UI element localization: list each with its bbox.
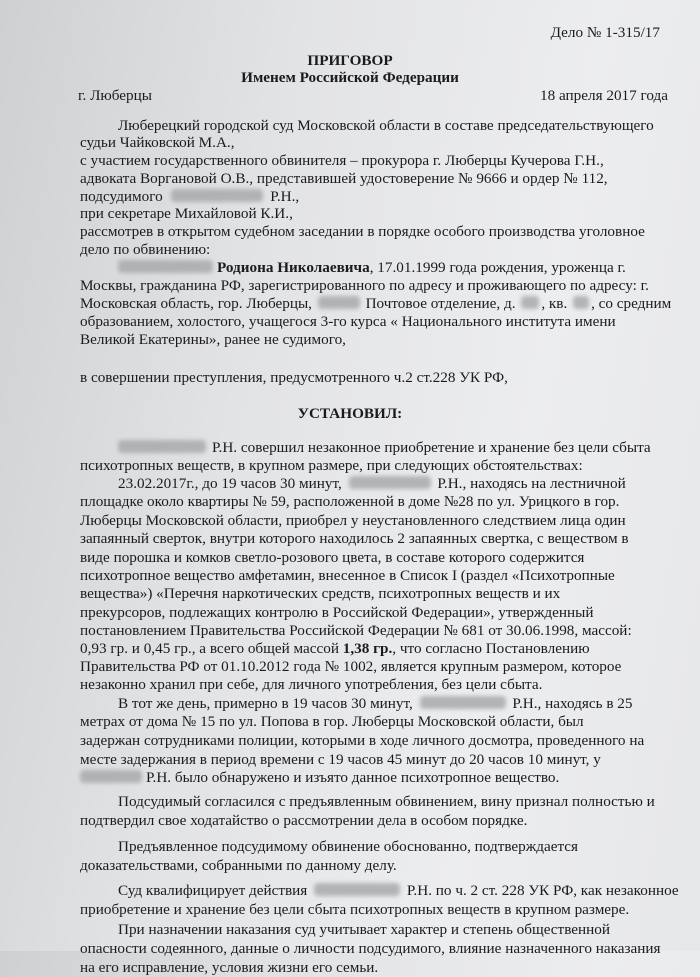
intro-line: адвоката Воргановой О.В., представившей удостоверение № 9666 и ордер № 112, [80, 170, 608, 187]
paragraph-line: месте задержания в период времени с 19 часов 45 минут до 20 часов 10 минут, у [80, 751, 601, 768]
redacted-name [314, 883, 400, 896]
redacted-name [420, 696, 506, 709]
paragraph-line: подтвердил свое ходатайство о рассмотрении дела в особом порядке. [80, 812, 528, 829]
paragraph-line: постановлением Правительства Российской Федерации № 681 от 30.06.1998, массой: [80, 622, 632, 639]
document-title: ПРИГОВОР [307, 52, 393, 69]
redacted-name [349, 476, 431, 489]
defendant-line: образованием, холостого, учащегося 3-го курса « Национального института имени [80, 313, 616, 330]
paragraph-line: прекурсоров, подлежащих контролю в Российской Федерации», утвержденный [80, 604, 594, 621]
document-subtitle: Именем Российской Федерации [241, 69, 459, 86]
redacted-text [318, 296, 360, 309]
charge-line: в совершении преступления, предусмотренного ч.2 ст.228 УК РФ, [80, 369, 508, 386]
paragraph-line: метрах от дома № 15 по ул. Попова в гор. Люберцы Московской области, был [80, 713, 584, 730]
case-number: Дело № 1-315/17 [550, 24, 660, 41]
redacted-text [573, 296, 589, 309]
defendant-line: Москвы, гражданина РФ, зарегистрированного по адресу и проживающего по адресу: г. [80, 277, 649, 294]
paragraph-line: доказательствами, собранными по данному делу. [80, 857, 397, 874]
intro-line: Люберецкий городской суд Московской области в составе председательствующего [118, 117, 654, 134]
paragraph-line: 23.02.2017г., до 19 часов 30 минут, Р.Н., находясь на лестничной [118, 475, 626, 492]
intro-line: дело по обвинению: [80, 241, 211, 258]
paragraph-line: Р.Н. было обнаружено и изъято данное психотропное вещество. [80, 768, 559, 787]
paragraph-line: Подсудимый согласился с предъявленным обвинением, вину признал полностью и [118, 793, 655, 810]
paragraph-line: вещества») «Перечня наркотических средств, психотропных веществ и их [80, 585, 561, 602]
intro-line: подсудимого Р.Н., [80, 188, 300, 205]
redacted-name [171, 189, 263, 202]
paragraph-line: Суд квалифицирует действия Р.Н. по ч. 2 ст. 228 УК РФ, как незаконное [118, 882, 679, 899]
date: 18 апреля 2017 года [540, 87, 668, 104]
redacted-name [118, 260, 213, 273]
paragraph-line: Люберцы Московской области, приобрел у неустановленного следствием лица один [80, 512, 626, 529]
paragraph-line: психотропных веществ, в крупном размере, при следующих обстоятельствах: [80, 457, 583, 474]
intro-line: с участием государственного обвинителя – прокурора г. Люберцы Кучерова Г.Н., [80, 152, 604, 169]
redacted-name [118, 440, 206, 453]
defendant-line: Великой Екатерины», ранее не судимого, [80, 331, 346, 348]
paragraph-line: Предъявленное подсудимому обвинение обоснованно, подтверждается [118, 838, 578, 855]
paragraph-line: 0,93 гр. и 0,45 гр., а всего общей массой 1,38 гр., что согласно Постановлению [80, 640, 590, 657]
intro-line: при секретаре Михайловой К.И., [80, 205, 293, 222]
redacted-text [521, 296, 539, 309]
defendant-line: Родиона Николаевича, 17.01.1999 года рождения, уроженца г. [118, 258, 626, 277]
paragraph-line: незаконно хранил при себе, для личного употребления, без цели сбыта. [80, 676, 543, 693]
paragraph-line: приобретение и хранение без цели сбыта психотропных веществ в крупном размере. [80, 901, 630, 918]
paragraph-line: на его исправление, условия жизни его семьи. [80, 959, 379, 976]
paragraph-line: виде порошка и комков светло-розового цвета, в составе которого содержится [80, 549, 585, 566]
intro-line: судьи Чайковской М.А., [80, 134, 235, 151]
intro-line: рассмотрев в открытом судебном заседании в порядке особого производства уголовное [80, 223, 645, 240]
paragraph-line: психотропное вещество амфетамин, внесенное в Список I (раздел «Психотропные [80, 567, 615, 584]
paragraph-line: площадке около квартиры № 59, расположенной в доме №28 по ул. Урицкого в гор. [80, 493, 620, 510]
paragraph-line: В тот же день, примерно в 19 часов 30 минут, Р.Н., находясь в 25 [118, 695, 633, 712]
section-title: УСТАНОВИЛ: [297, 405, 403, 422]
city: г. Люберцы [78, 87, 152, 104]
paragraph-line: При назначении наказания суд учитывает характер и степень общественной [118, 921, 610, 938]
paragraph-line: Р.Н. совершил незаконное приобретение и хранение без цели сбыта [118, 438, 651, 457]
paragraph-line: Правительства РФ от 01.10.2012 года № 1002, является крупным размером, которое [80, 658, 622, 675]
redacted-name [80, 770, 142, 783]
paragraph-line: опасности содеянного, данные о личности подсудимого, влияние назначенного наказания [80, 940, 661, 957]
defendant-line: Московская область, гор. Люберцы, Почтовое отделение, д. , кв. , со средним [80, 295, 672, 312]
paragraph-line: задержан сотрудниками полиции, которыми в ходе личного досмотра, проведенного на [80, 732, 645, 749]
paragraph-line: запаянный сверток, внутри которого находилось 2 запаянных свертка, с веществом в [80, 530, 629, 547]
